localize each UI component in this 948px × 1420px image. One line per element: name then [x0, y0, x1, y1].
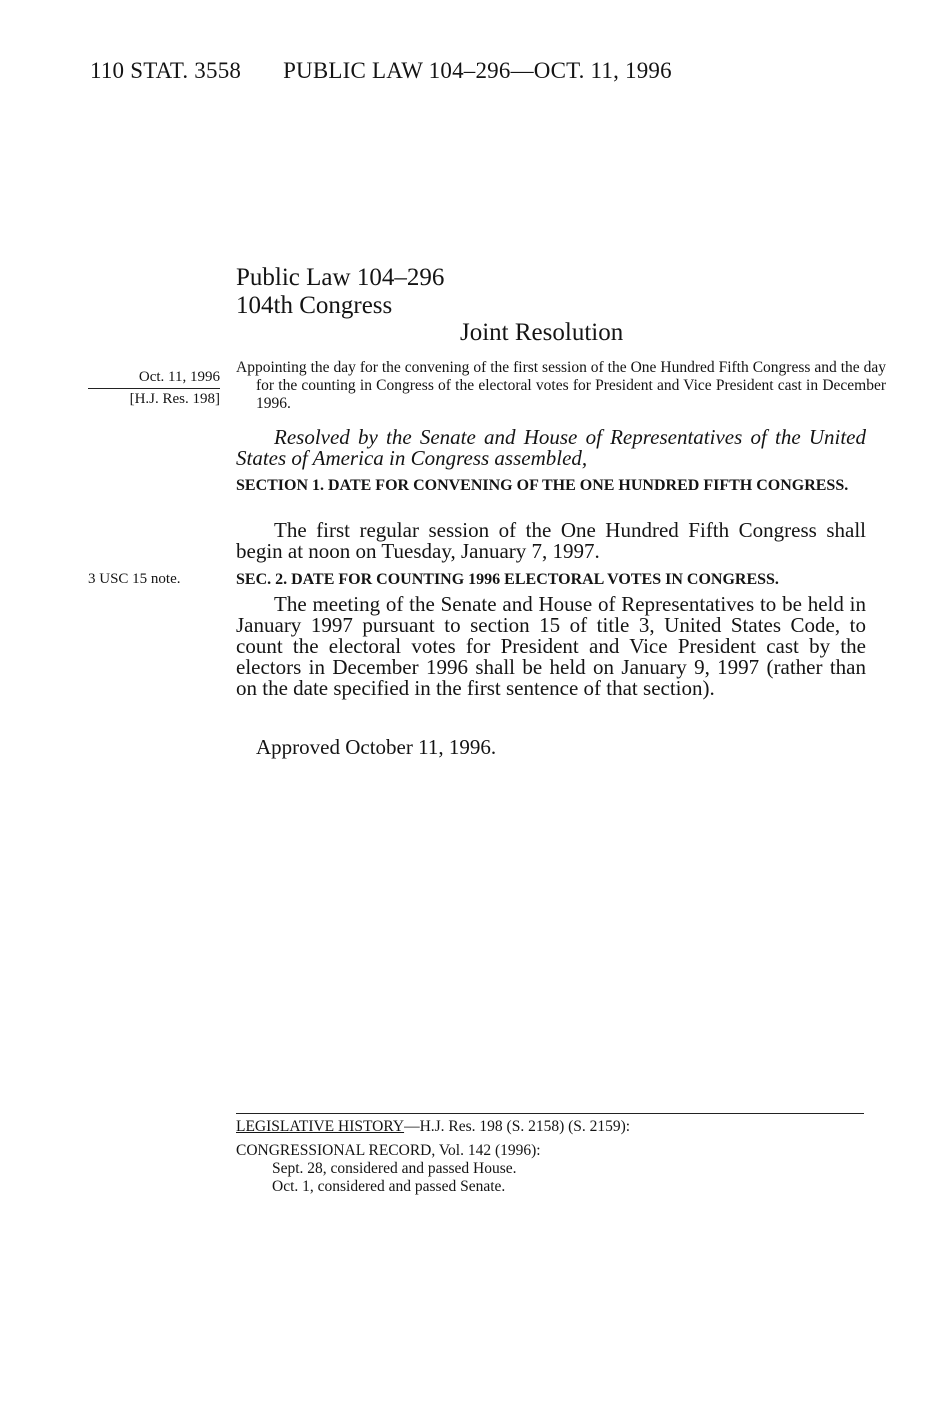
- congress-number: 104th Congress: [236, 292, 393, 319]
- approval-date: Approved October 11, 1996.: [256, 735, 497, 759]
- running-head: [90, 58, 672, 84]
- legislative-history-title: [236, 1118, 866, 1136]
- document-type-heading: Joint Resolution: [460, 319, 624, 346]
- title-block: [236, 264, 444, 320]
- resolution-summary: Appointing the day for the convening of the first session of the One Hundred Fifth Congress and the day for the counting in Congress of the electoral votes for President and Vice President cast in December 1996.: [236, 359, 886, 412]
- statute-page-citation: 110 STAT. 3558: [90, 58, 242, 83]
- public-law-number: Public Law 104–296: [236, 264, 445, 291]
- section-1-heading: SECTION 1. DATE FOR CONVENING OF THE ONE HUNDRED FIFTH CONGRESS.: [236, 477, 849, 494]
- enacting-clause: Resolved by the Senate and House of Representatives of the United States of America in Congress assembled,: [236, 425, 866, 470]
- margin-note-usc: 3 USC 15 note.: [88, 571, 181, 587]
- congressional-record: CONGRESSIONAL RECORD, Vol. 142 (1996):: [236, 1142, 541, 1159]
- footnote-divider: [236, 1113, 864, 1114]
- margin-note-date: Oct. 11, 1996: [88, 368, 220, 389]
- margin-note-resolution: [H.J. Res. 198]: [129, 391, 220, 407]
- section-2-body: The meeting of the Senate and House of Representatives to be held in January 1997 pursuant to section 15 of title 3, United States Code, to count the electoral votes for President and Vice President cast by the electors in December 1996 shall be held on January 9, 1997 (rather than on the date specified in the first sentence of that section).: [236, 592, 866, 700]
- section-1-body: The first regular session of the One Hundred Fifth Congress shall begin at noon on Tuesday, January 7, 1997.: [236, 518, 866, 563]
- history-entry: Oct. 1, considered and passed Senate.: [272, 1178, 506, 1195]
- running-head-law-date: PUBLIC LAW 104–296—OCT. 11, 1996: [283, 58, 672, 83]
- legislative-history: [236, 1118, 866, 1196]
- legislative-history-citation: —H.J. Res. 198 (S. 2158) (S. 2159):: [404, 1118, 631, 1135]
- history-entry: Sept. 28, considered and passed House.: [272, 1160, 517, 1177]
- legislative-history-label: LEGISLATIVE HISTORY: [236, 1118, 405, 1135]
- section-2-heading: SEC. 2. DATE FOR COUNTING 1996 ELECTORAL VOTES IN CONGRESS.: [236, 571, 779, 588]
